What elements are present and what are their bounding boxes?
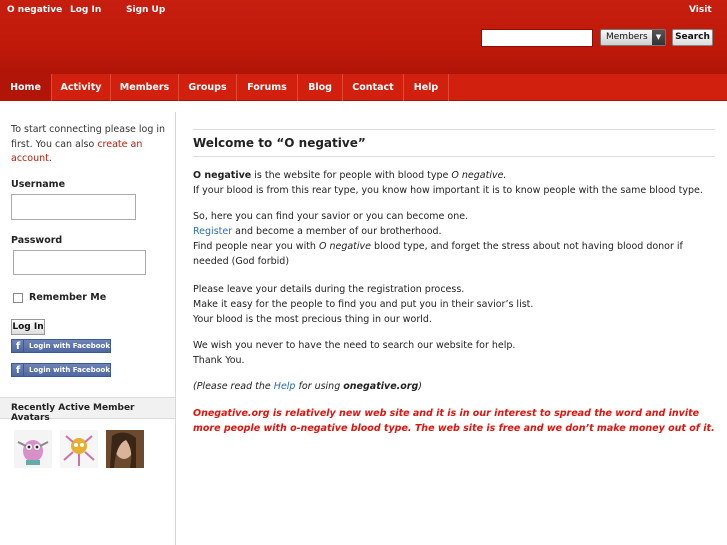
register-link[interactable]: Register — [193, 226, 233, 237]
facebook-login-button-2[interactable]: f Login with Facebook — [11, 363, 111, 377]
facebook-login-button[interactable]: f Login with Facebook — [11, 339, 111, 353]
nav-groups[interactable]: Groups — [179, 74, 237, 101]
sidebar — [0, 112, 175, 545]
divider — [193, 156, 715, 157]
notice-paragraph: Onegative.org is relatively new web site and it is in our interest to spread the word and invite more people with o-negative blood type. The web site is free and we don’t make money out of it. — [193, 408, 715, 434]
nav-members[interactable]: Members — [111, 74, 179, 101]
chevron-down-icon: ▼ — [652, 30, 665, 45]
remember-me-checkbox[interactable] — [13, 293, 23, 303]
nav-contact[interactable]: Contact — [343, 74, 404, 101]
site-home-link[interactable]: O negative — [7, 5, 63, 15]
search-scope-select[interactable] — [600, 29, 666, 46]
avatars-heading: Recently Active Member Avatars — [0, 397, 175, 419]
login-button[interactable]: Log In — [11, 319, 45, 335]
nav-home[interactable]: Home — [0, 74, 52, 101]
registration-paragraph: Please leave your details during the registration process. Make it easy for the people to find you and put you in their savior’s list. Your blood is the most precious thing in our world. — [193, 284, 534, 325]
nav-forums[interactable]: Forums — [237, 74, 298, 101]
avatar[interactable] — [14, 430, 52, 468]
nav-blog[interactable]: Blog — [298, 74, 343, 101]
nav-activity[interactable]: Activity — [52, 74, 111, 101]
thanks-paragraph: We wish you never to have the need to search our website for help. Thank You. — [193, 340, 516, 366]
avatar[interactable] — [60, 430, 98, 468]
create-account-link[interactable]: create an account — [11, 138, 143, 164]
visit-link[interactable]: Visit — [689, 5, 712, 15]
main-nav — [0, 74, 727, 101]
help-link[interactable]: Help — [273, 381, 296, 392]
page-title: Welcome to “O negative” — [193, 136, 366, 150]
password-input[interactable] — [13, 250, 146, 275]
avatar[interactable] — [106, 430, 144, 468]
divider — [193, 129, 715, 130]
site-header — [0, 0, 727, 74]
login-intro: To start connecting please log in first. You can also create an account. — [11, 124, 166, 164]
help-note: (Please read the Help for using onegative.org) — [193, 381, 422, 392]
nav-help[interactable]: Help — [404, 74, 449, 101]
remember-me-label: Remember Me — [29, 292, 107, 303]
signup-link[interactable]: Sign Up — [126, 5, 166, 15]
savior-paragraph: So, here you can find your savior or you can become one. Register and become a member of our brotherhood. Find people near you with O negative blood type, and forget the stress about not having blood donor if needed (God forbid) — [193, 211, 683, 267]
search-scope-value: Members — [606, 32, 648, 42]
password-label: Password — [11, 235, 63, 246]
facebook-icon: f — [13, 364, 24, 376]
sidebar-divider — [175, 112, 176, 545]
search-button[interactable]: Search — [672, 29, 713, 46]
username-label: Username — [11, 179, 66, 190]
username-input[interactable] — [11, 194, 136, 220]
login-link[interactable]: Log In — [70, 5, 102, 15]
facebook-icon: f — [13, 340, 24, 352]
search-input[interactable] — [481, 29, 593, 47]
intro-paragraph: O negative is the website for people with blood type O negative. If your blood is from this rear type, you know how important it is to know people with the same blood type. — [193, 170, 703, 196]
